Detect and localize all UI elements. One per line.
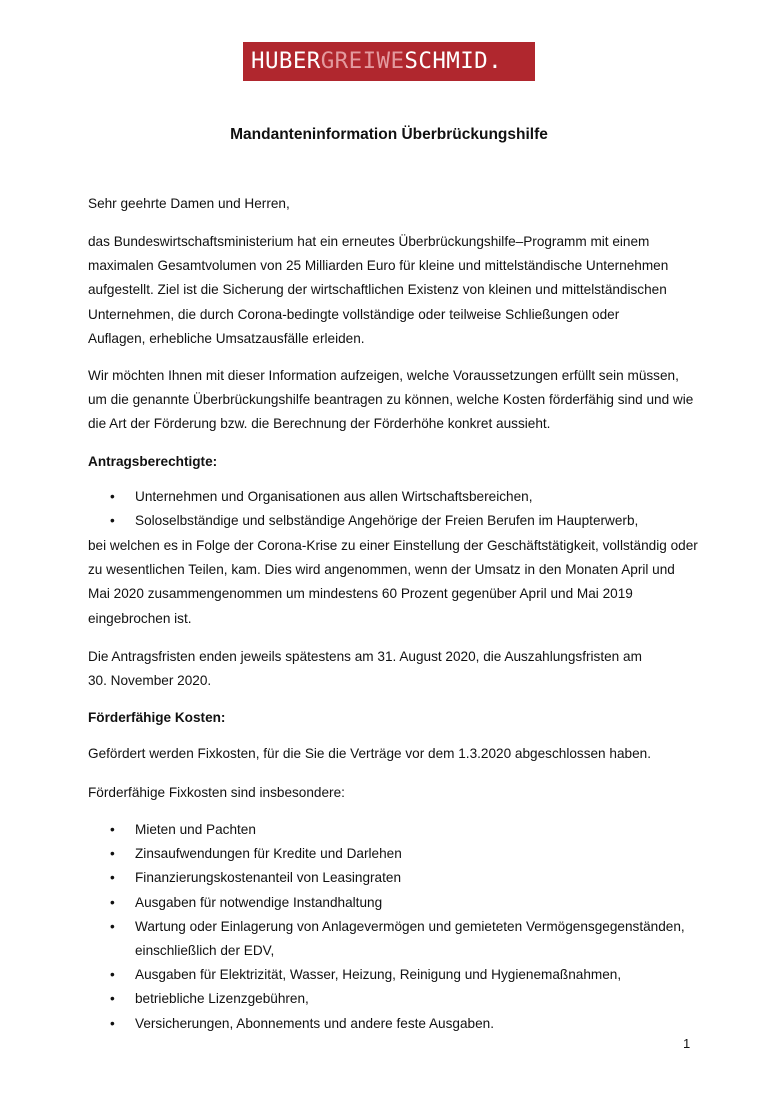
logo-part-huber: HUBER [251, 48, 321, 74]
deadlines-line-2: 30. November 2020. [88, 673, 212, 689]
eligibility-condition: bei welchen es in Folge der Corona-Krise zu einer Einstellung der Geschäftstätigkeit, vollständig oder zu wesentlichen Teilen, kam. Dies wird angenommen, wenn der Umsatz in den Monaten April und Mai 2020 zusammengenommen um mindestens 60 Prozent gegenüber April und Mai 2019 eingebrochen ist. [88, 538, 698, 626]
bullet-icon: • [110, 967, 115, 983]
list-item [88, 509, 698, 533]
bullet-icon: • [110, 894, 115, 910]
list-item [88, 1012, 698, 1036]
list-item-text: Mieten und Pachten [135, 822, 256, 837]
heading-foerderfaehige-kosten: Förderfähige Kosten: [88, 710, 226, 725]
list-item-text: betriebliche Lizenzgebühren, [135, 991, 309, 1007]
eligible-list [88, 485, 698, 533]
fixed-costs-list [88, 818, 698, 1036]
bullet-icon: • [110, 489, 115, 504]
list-item [88, 987, 698, 1011]
list-item-text: Soloselbständige und selbständige Angehörige der Freien Berufen im Haupterwerb, [135, 513, 639, 529]
list-item [88, 891, 698, 915]
logo-part-schmid: SCHMID [404, 48, 489, 74]
salutation: Sehr geehrte Damen und Herren, [88, 196, 290, 211]
list-item-text: Ausgaben für notwendige Instandhaltung [135, 894, 383, 910]
intro-paragraph: das Bundeswirtschaftsministerium hat ein erneutes Überbrückungshilfe–Programm mit einem maximalen Gesamtvolumen von 25 Milliarden Euro für kleine und mittelständische Unternehmen aufgestellt. Ziel ist die Sicherung der wirtschaftlichen Existenz von kleinen und mittelständischen Unternehmen, die durch Corona-bedingte vollständige oder teilweise Schließungen oder Auflagen, erhebliche Umsatzausfälle erleiden. [88, 234, 669, 346]
company-logo [243, 42, 535, 81]
list-item-text: Unternehmen und Organisationen aus allen Wirtschaftsbereichen, [135, 489, 533, 504]
bullet-icon: • [110, 918, 115, 934]
bullet-icon: • [110, 1015, 115, 1031]
purpose-paragraph: Wir möchten Ihnen mit dieser Information aufzeigen, welche Voraussetzungen erfüllt sein müssen, um die genannte Überbrückungshilfe beantragen zu können, welche Kosten förderfähig sind und wie die Art der Förderung bzw. die Berechnung der Förderhöhe konkret aussieht. [88, 368, 694, 432]
list-item [88, 963, 698, 987]
list-item-text: Finanzierungskostenanteil von Leasingraten [135, 870, 402, 886]
list-item [88, 915, 698, 963]
list-item-text: Versicherungen, Abonnements und andere feste Ausgaben. [135, 1015, 494, 1031]
fixed-costs-intro: Gefördert werden Fixkosten, für die Sie die Verträge vor dem 1.3.2020 abgeschlossen haben. [88, 746, 651, 761]
deadlines-paragraph [88, 645, 698, 693]
bullet-icon: • [110, 991, 115, 1007]
bullet-icon: • [110, 513, 115, 529]
list-item-text: Wartung oder Einlagerung von Anlagevermögen und gemieteten Vermögensgegenständen, einschließlich der EDV, [135, 918, 685, 959]
list-item-text: Zinsaufwendungen für Kredite und Darlehen [135, 846, 402, 862]
list-item [88, 818, 698, 842]
logo-part-greiwe: GREIWE [320, 48, 405, 74]
list-item [88, 842, 698, 866]
bullet-icon: • [110, 870, 115, 886]
list-item [88, 485, 698, 509]
heading-antragsberechtigte: Antragsberechtigte: [88, 454, 218, 469]
page-number: 1 [683, 1036, 691, 1051]
list-item-text: Ausgaben für Elektrizität, Wasser, Heizung, Reinigung und Hygienemaßnahmen, [135, 967, 622, 983]
logo-dot: . [488, 48, 503, 74]
bullet-icon: • [110, 822, 115, 837]
fixed-costs-list-intro: Förderfähige Fixkosten sind insbesondere: [88, 785, 345, 800]
document-title: Mandanteninformation Überbrückungshilfe [230, 126, 548, 143]
bullet-icon: • [110, 846, 115, 862]
deadlines-line-1: Die Antragsfristen enden jeweils spätestens am 31. August 2020, die Auszahlungsfristen am [88, 649, 642, 664]
list-item [88, 866, 698, 890]
